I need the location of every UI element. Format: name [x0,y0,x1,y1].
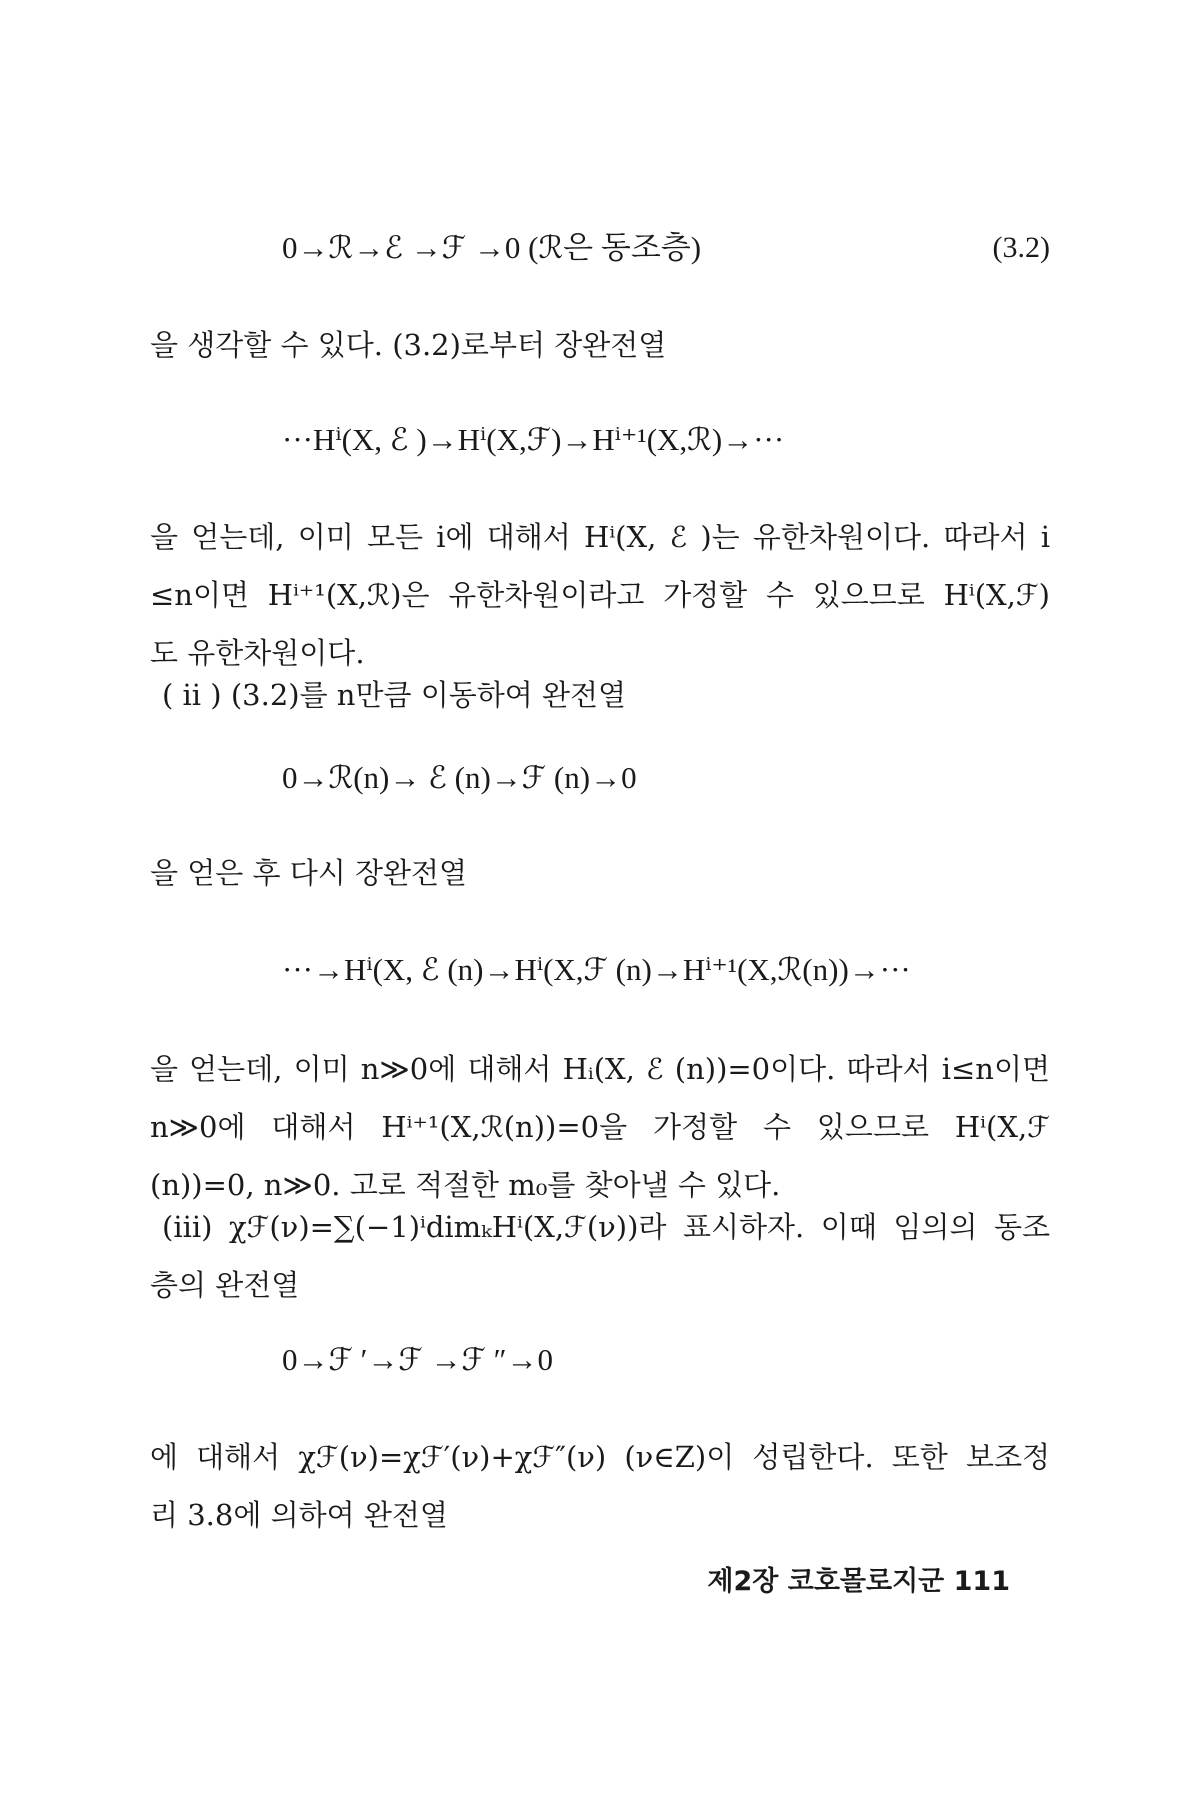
paragraph-line: 을 얻는데, 이미 모든 i에 대해서 Hⁱ(X, ℰ )는 유한차원이다. 따라서 i [150,520,1050,554]
paragraph-2 [150,508,1050,682]
paragraph-line: 에 대해서 χℱ(ν)=χℱ′(ν)+χℱ″(ν) (ν∈Z)이 성립한다. 또한 보조정 [150,1440,1050,1474]
paragraph-line: ( ii ) (3.2)를 n만큼 이동하여 완전열 [162,678,627,712]
paragraph-5 [150,1040,1050,1214]
paragraph-line: 리 3.8에 의하여 완전열 [150,1498,448,1532]
long-exact-sequence-1: ···Hⁱ(X, ℰ )→Hⁱ(X,ℱ)→Hⁱ⁺¹(X,ℛ)→··· [282,422,785,457]
paragraph-4 [150,844,1050,902]
twisted-exact-sequence: 0→ℛ(n)→ ℰ (n)→ℱ (n)→0 [282,760,637,795]
paragraph-7 [150,1428,1050,1544]
paragraph-line: (n))=0, n≫0. 고로 적절한 m₀를 찾아낼 수 있다. [150,1168,781,1202]
short-exact-sequence: 0→ℱ ′→ℱ →ℱ ″→0 [282,1342,554,1377]
paragraph-line: 을 얻은 후 다시 장완전열 [150,856,468,890]
paragraph-6 [150,1198,1050,1314]
paragraph-line: 도 유한차원이다. [150,636,365,670]
paragraph-line: 을 생각할 수 있다. (3.2)로부터 장완전열 [150,328,667,362]
paragraph-line: (iii) χℱ(ν)=∑(−1)ⁱdimₖHⁱ(X,ℱ(ν))라 표시하자. 이때 임의의 동조 [162,1210,1050,1244]
paragraph-line: n≫0에 대해서 Hⁱ⁺¹(X,ℛ(n))=0을 가정할 수 있으므로 Hⁱ(X,ℱ [150,1110,1050,1144]
paragraph-line: 층의 완전열 [150,1268,300,1302]
equation-number: (3.2) [992,231,1050,264]
paragraph-1 [150,316,1050,374]
paragraph-line: ≤n이면 Hⁱ⁺¹(X,ℛ)은 유한차원이라고 가정할 수 있으므로 Hⁱ(X,ℱ) [150,578,1050,612]
equation-3-2: 0→ℛ→ℰ →ℱ →0 (ℛ은 동조층) [282,230,702,265]
long-exact-sequence-2: ···→Hⁱ(X, ℰ (n)→Hⁱ(X,ℱ (n)→Hⁱ⁺¹(X,ℛ(n))→··· [282,952,911,987]
paragraph-3 [150,666,1050,724]
paragraph-line: 을 얻는데, 이미 n≫0에 대해서 Hᵢ(X, ℰ (n))=0이다. 따라서 i≤n이면 [150,1052,1050,1086]
page-footer: 제2장 코호몰로지군 111 [707,1566,1010,1597]
